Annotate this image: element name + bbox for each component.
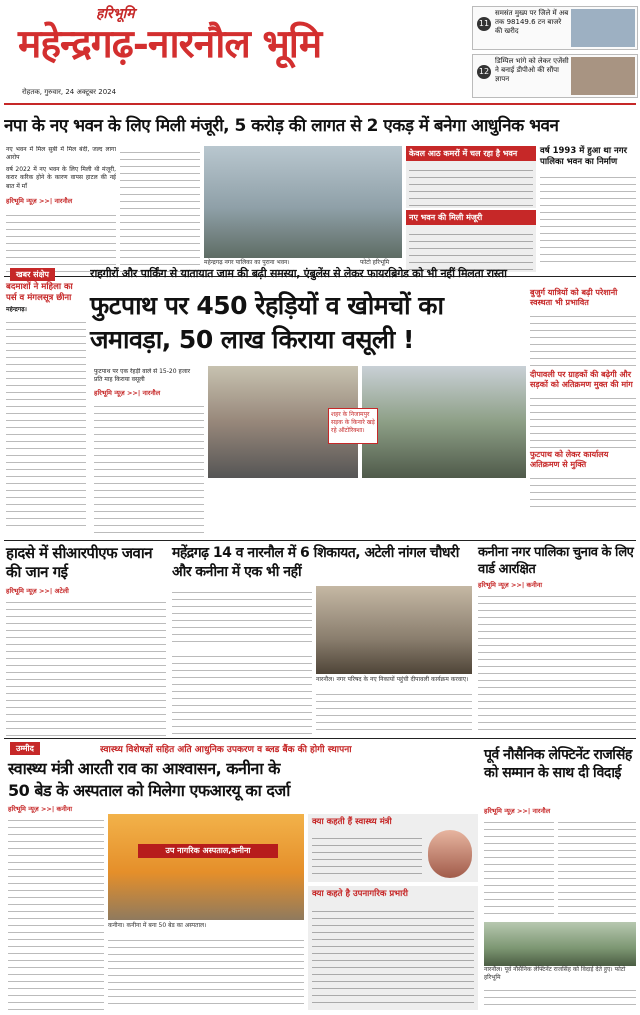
info-box bbox=[406, 210, 536, 272]
incharge-quote-box bbox=[308, 886, 478, 1010]
main-photo-label: शहर के निजामपुर सड़क के किनारे खड़े रहे ऑटोरिक्शा। bbox=[328, 408, 378, 444]
mahendergarh-text bbox=[172, 650, 312, 736]
sidebar-title: फुटपाथ को लेकर कार्यालय अतिक्रमण से मुक्ति bbox=[530, 450, 609, 469]
hospital-sign: उप नागरिक अस्पताल,कनीना bbox=[138, 844, 278, 858]
health-text bbox=[8, 814, 104, 1010]
kanina-byline: हरिभूमि न्यूज़ >>| कनीना bbox=[478, 581, 543, 589]
lead-bullet: वर्ष 2022 में नए भवन के लिए मिली थी मंजूरी, करार करिक होने के कारण वापस हाटल की नई बात में माँ bbox=[6, 165, 116, 190]
mahendergarh-headline[interactable]: महेंद्रगढ़ 14 व नारनौल में 6 शिकायत, अटेली नांगल चौधरी और कनीना में एक भी नहीं bbox=[172, 545, 459, 580]
retirement-text bbox=[484, 984, 636, 1010]
info-box-title: नए भवन की मिली मंजूरी bbox=[406, 210, 536, 225]
page-title: महेन्द्रगढ़-नारनौल भूमि bbox=[18, 21, 322, 67]
retirement-byline: हरिभूमि न्यूज़ >>| नारनौल bbox=[484, 807, 551, 815]
retirement-headline[interactable]: पूर्व नौसैनिक लेफ्टिनेंट राजसिंह को सम्मान के साथ दी विदाई bbox=[484, 747, 632, 781]
minister-quote-title: क्या कहती हैं स्वास्थ्य मंत्री bbox=[312, 817, 392, 827]
teaser-text: समसंत मुख्य पर जिले में अब तक 98149.6 टन बाजरे की खरीद bbox=[495, 9, 569, 35]
photo-credit: फोटो हरिभूमि bbox=[360, 259, 390, 266]
main-body-text bbox=[94, 400, 204, 536]
main-byline: हरिभूमि न्यूज़ >>| नारनौल bbox=[94, 388, 161, 397]
kanina-headline[interactable]: कनीना नगर पालिका चुनाव के लिए वार्ड आरक्षित bbox=[478, 545, 634, 577]
main-body-text bbox=[208, 482, 526, 536]
mahendergarh-text bbox=[172, 586, 312, 646]
sidebar-text bbox=[530, 472, 636, 512]
teaser-number: 12 bbox=[477, 65, 491, 79]
teaser-number: 11 bbox=[477, 17, 491, 31]
side-story-title: वर्ष 1993 में हुआ था नगर पालिका भवन का निर्माण bbox=[540, 146, 627, 167]
main-bullet: प्रति माह किराया वसूली bbox=[94, 376, 145, 384]
section-divider bbox=[4, 540, 636, 541]
lead-body-text bbox=[120, 146, 200, 276]
sidebar-text bbox=[530, 392, 636, 448]
lead-photo bbox=[204, 146, 402, 258]
section-tag-brief: खबर संक्षेप bbox=[10, 268, 55, 281]
section-tag-umeed: उम्मीद bbox=[10, 742, 40, 755]
main-bullets bbox=[94, 368, 204, 397]
teaser-box[interactable] bbox=[472, 54, 638, 98]
retirement-photo bbox=[484, 922, 636, 966]
incharge-quote-text bbox=[312, 905, 474, 1005]
minister-quote-text bbox=[312, 832, 422, 878]
brief-title[interactable]: बदमाशों ने महिला का पर्स व मंगलसूत्र छीना bbox=[6, 282, 73, 303]
main-photo-right bbox=[362, 366, 526, 478]
health-byline: हरिभूमि न्यूज़ >>| कनीना bbox=[8, 805, 73, 813]
health-text bbox=[108, 934, 304, 1010]
brief-place: महेन्द्रगढ़। bbox=[6, 306, 27, 313]
retirement-caption: नारनौल। पूर्व नौसैनिक लेफ्टिनेंट राजसिंह को विदाई देते हुए। फोटो हरिभूमि bbox=[484, 966, 626, 981]
minister-quote-box bbox=[308, 814, 478, 882]
sidebar-title: बुजुर्ग यात्रियों को बढ़ी परेशानी स्वस्थता भी प्रभावित bbox=[530, 288, 618, 307]
main-headline-line1[interactable]: फुटपाथ पर 450 रेहड़ियों व खोमचों का bbox=[90, 291, 444, 320]
health-kicker: स्वास्थ्य विशेषज्ञों सहित अति आधुनिक उपकरण व ब्लड बैंक की होगी स्थापना bbox=[100, 745, 352, 755]
hospital-caption: कनीना। कनीना में बना 50 बेड का अस्पताल। bbox=[108, 922, 207, 929]
brief-text bbox=[6, 316, 86, 526]
sidebar-text bbox=[530, 310, 636, 368]
crpf-byline: हरिभूमि न्यूज़ >>| अटेली bbox=[6, 587, 69, 595]
lead-headline[interactable]: नपा के नए भवन के लिए मिली मंजूरी, 5 करोड़ की लागत से 2 एकड़ में बनेगा आधुनिक भवन bbox=[4, 116, 559, 136]
minister-photo bbox=[428, 830, 472, 878]
teaser-box[interactable] bbox=[472, 6, 638, 50]
main-kicker: राहगीरों और पार्किंग से यातायात जाम की बढ़ी समस्या, एंबुलेंस से लेकर फायरब्रिगेड को भी नहीं मिलता रास्ता bbox=[90, 267, 507, 280]
info-box bbox=[406, 146, 536, 208]
info-box-title: केवल आठ कमरों में चल रहा है भवन bbox=[406, 146, 536, 161]
lead-photo-caption: महेन्द्रगढ़ नगर पालिका का पुराना भवन। bbox=[204, 259, 290, 266]
brief-column bbox=[6, 282, 86, 552]
teaser-photo bbox=[571, 57, 635, 95]
mahendergarh-text bbox=[316, 688, 472, 736]
main-sidebar bbox=[530, 288, 636, 538]
teaser-text: डिम्पिल भांगे को लेकर एजेंसी ने बनाई डीपीओ की सौंपा ज्ञापन bbox=[495, 57, 569, 83]
side-story-text bbox=[540, 171, 636, 267]
kanina-text bbox=[478, 590, 636, 736]
main-headline-line2[interactable]: जमावड़ा, 50 लाख किराया वसूली ! bbox=[90, 325, 414, 354]
lead-bullet: नए भवन में मिल सुबी में मिल बंदी, जल्द लागा आरोप bbox=[6, 146, 116, 162]
side-story bbox=[540, 146, 636, 272]
health-headline-line1[interactable]: स्वास्थ्य मंत्री आरती राव का आश्वासन, कनीना के bbox=[8, 759, 280, 778]
section-divider bbox=[4, 738, 636, 739]
retirement-text bbox=[484, 816, 554, 920]
date-line: रोहतक, गुरुवार, 24 अक्टूबर 2024 bbox=[22, 88, 117, 96]
crpf-text bbox=[6, 596, 166, 736]
incharge-quote-title: क्या कहते है उपनागरिक प्रभारी bbox=[312, 889, 409, 899]
main-bullet: फुटपाथ पर एक रेहड़ी वाले से 15-20 हजार bbox=[94, 368, 191, 375]
masthead-divider bbox=[4, 103, 636, 105]
hospital-photo bbox=[108, 814, 304, 920]
retirement-text bbox=[558, 816, 636, 920]
lead-byline: हरिभूमि न्यूज़ >>| नारनौल bbox=[6, 197, 73, 206]
teaser-photo bbox=[571, 9, 635, 47]
info-box-text bbox=[409, 164, 533, 208]
crpf-headline[interactable]: हादसे में सीआरपीएफ जवान की जान गई bbox=[6, 544, 153, 581]
lead-bullets bbox=[6, 146, 116, 276]
mahendergarh-photo bbox=[316, 586, 472, 674]
health-headline-line2[interactable]: 50 बेड के अस्पताल को मिलेगा एफआरयू का दर्जा bbox=[8, 781, 290, 800]
sidebar-title: दीपावली पर ग्राहकों की बढ़ेगी और सड़कों को अतिक्रमण मुक्त की मांग bbox=[530, 370, 633, 389]
mahendergarh-caption: नारनौल। नगर परिषद के नए निकायों पहुंची दीपावली कार्यक्रम करवाए। bbox=[316, 676, 469, 683]
brand-logo: हरिभूमि bbox=[96, 6, 135, 22]
